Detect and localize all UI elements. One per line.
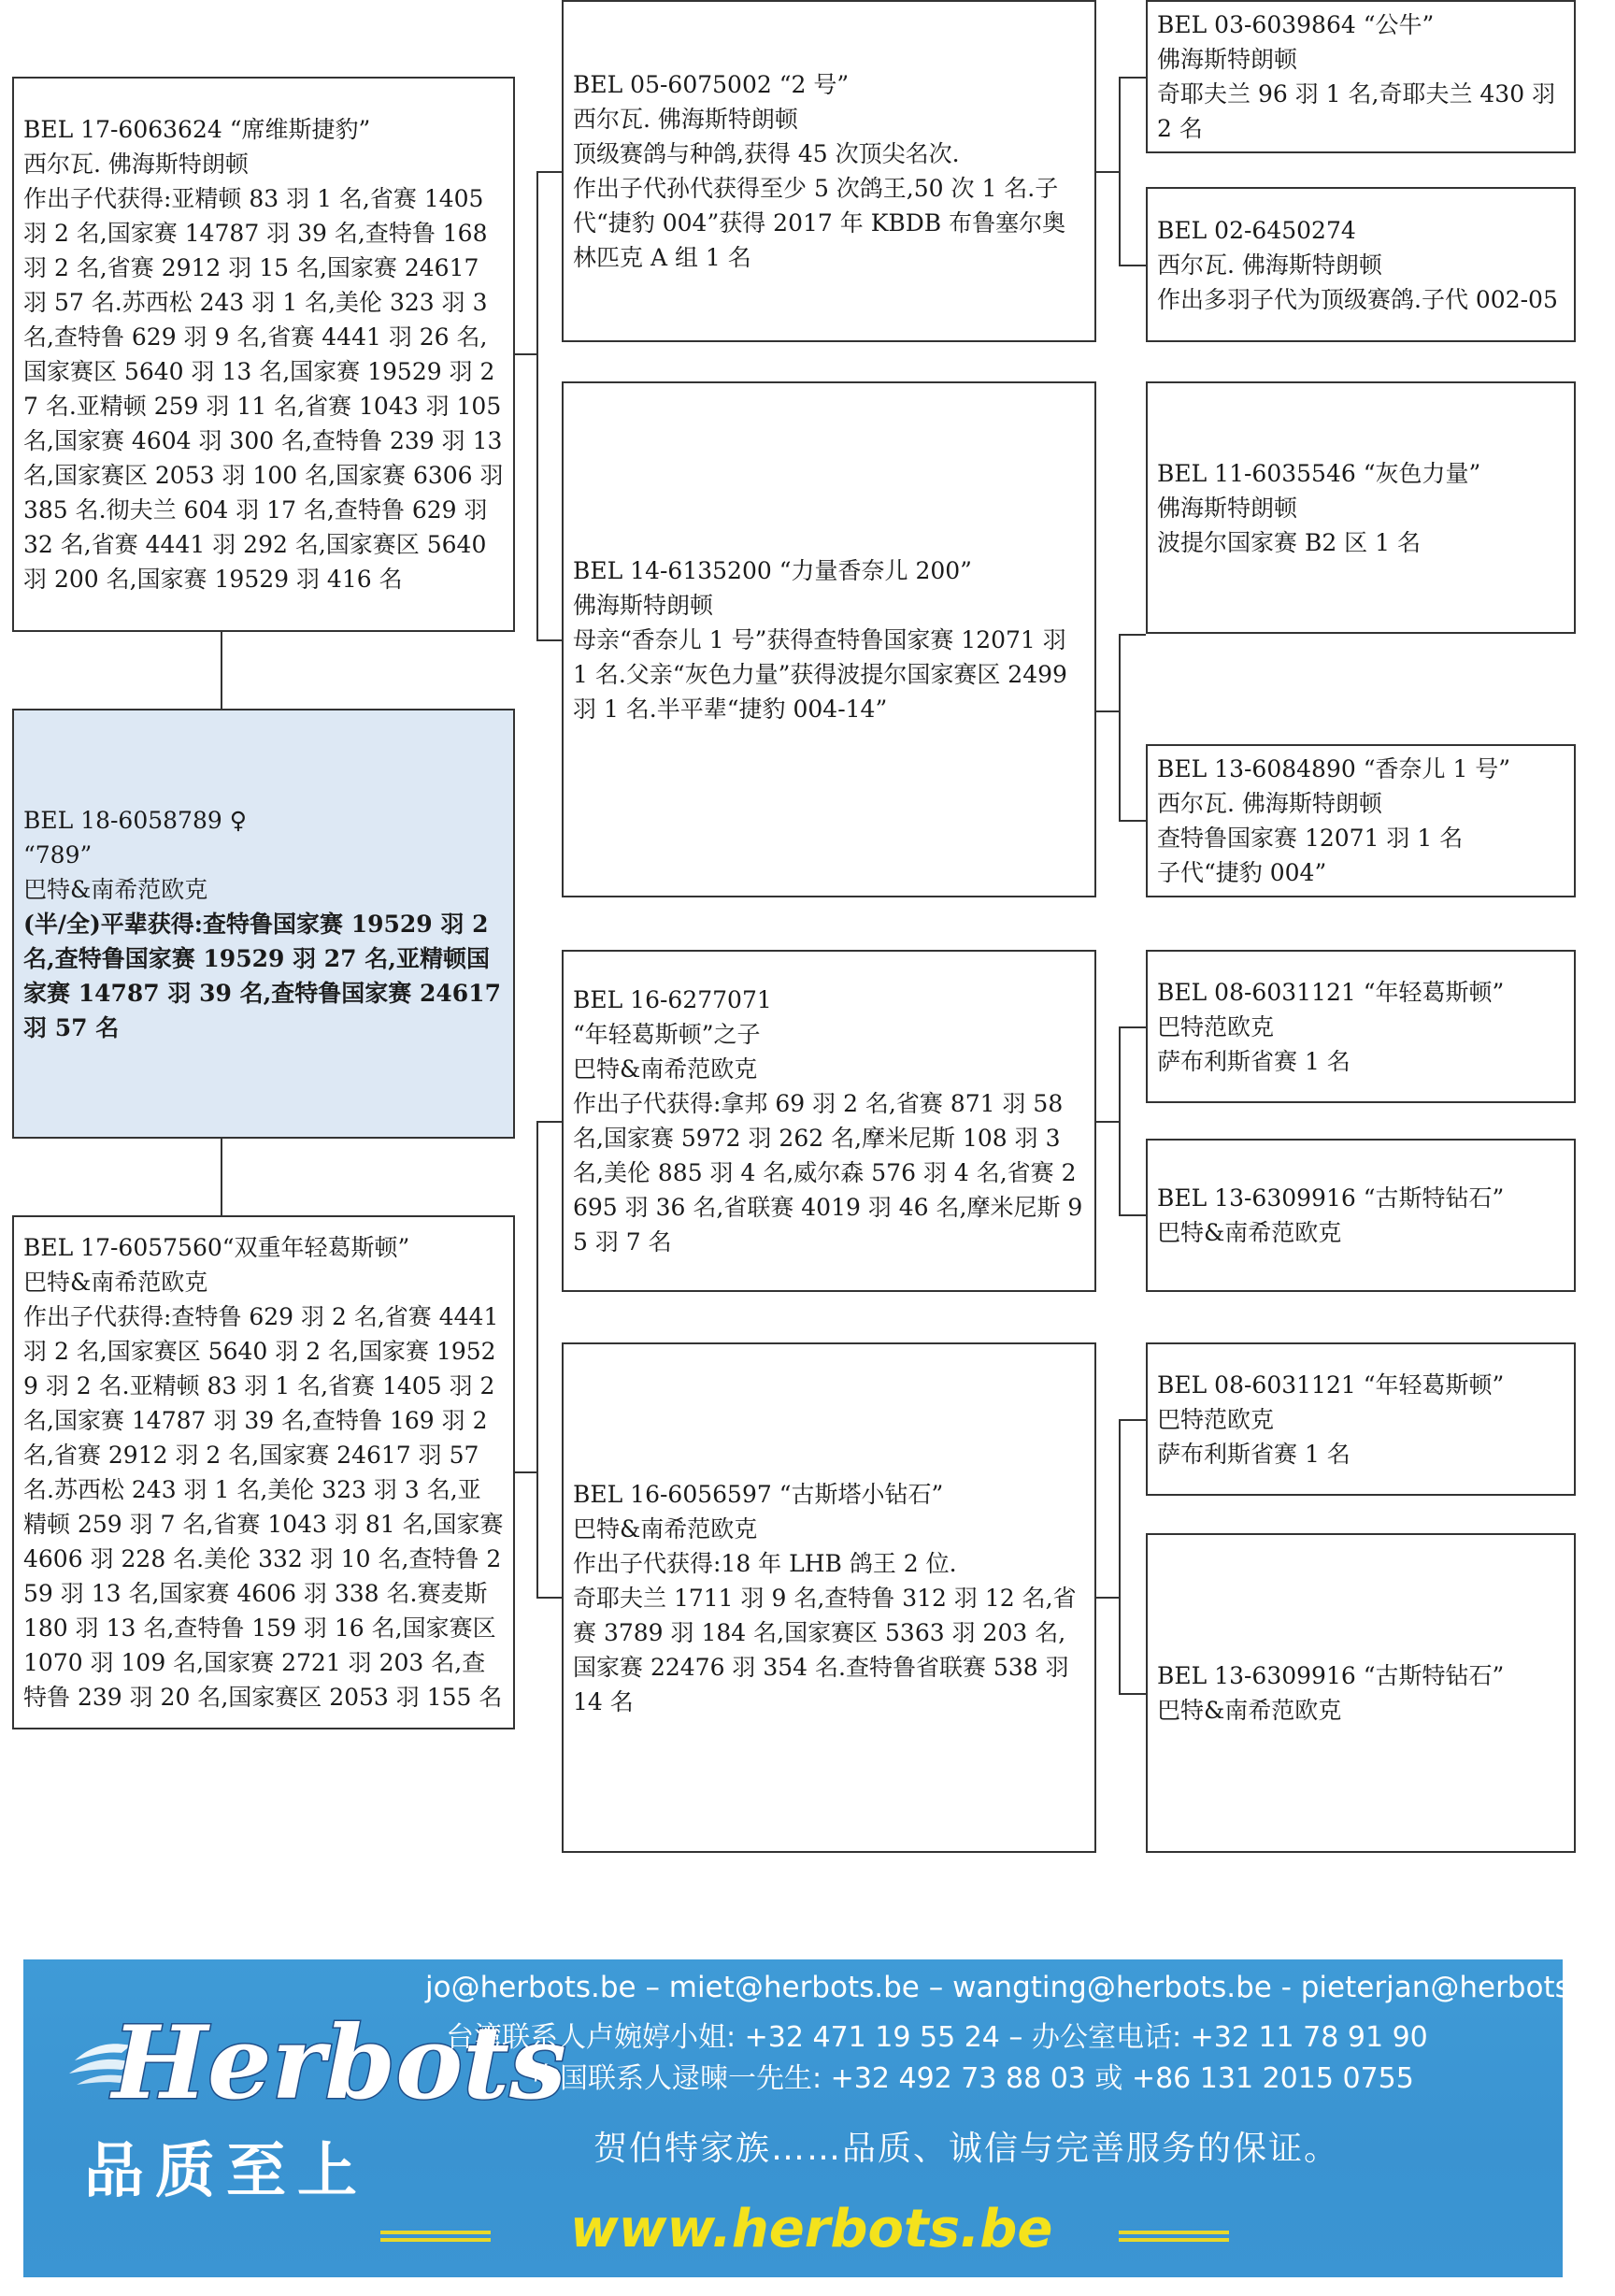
- connector-ss-top: [1119, 77, 1146, 79]
- footer-banner: [23, 1959, 1615, 2277]
- card-line: 佛海斯特朗顿: [573, 591, 714, 619]
- ssd-card: [1146, 187, 1576, 342]
- connector-ds-bot: [1119, 1214, 1146, 1216]
- sire-sire-card: [562, 0, 1096, 342]
- card-line: BEL 08-6031121 “年轻葛斯顿”: [1157, 1370, 1505, 1399]
- card-line: 巴特范欧克: [1157, 1405, 1275, 1433]
- dam-dam-card: [562, 1342, 1096, 1853]
- connector-sd-h: [1096, 710, 1120, 712]
- connector-ss-bot: [1119, 265, 1146, 266]
- connector-dam-bot: [536, 1597, 562, 1599]
- card-line: 巴特&南希范欧克: [573, 1055, 758, 1083]
- card-line: 巴特&南希范欧克: [1157, 1697, 1342, 1724]
- logo-text: Herbots: [112, 2004, 566, 2122]
- card-line: 作出多羽子代为顶级赛鸽.子代 002-05: [1157, 285, 1558, 313]
- card-line: 巴特&南希范欧克: [1157, 1219, 1342, 1246]
- card-line: “789”: [23, 840, 93, 868]
- sds-card: [1146, 381, 1576, 634]
- card-line: BEL 13-6309916 “古斯特钻石”: [1157, 1184, 1505, 1212]
- connector-ds-h: [1096, 1121, 1120, 1123]
- card-line: 萨布利斯省赛 1 名: [1157, 1047, 1351, 1075]
- dss-card: [1146, 950, 1576, 1103]
- sss-card: [1146, 0, 1576, 153]
- connector-subject-dam: [221, 1139, 222, 1215]
- card-line: BEL 14-6135200 “力量香奈儿 200”: [573, 556, 972, 584]
- connector-dd-v: [1119, 1419, 1121, 1694]
- subject-card: [12, 709, 515, 1139]
- card-line: BEL 05-6075002 “2 号”: [573, 71, 850, 98]
- card-line: 作出子代获得:18 年 LHB 鸽王 2 位.: [573, 1549, 957, 1577]
- taiwan-contact: 台湾联系人卢婉婷小姐: +32 471 19 55 24 – 办公室电话: +32 11 78 91 90: [446, 2021, 1428, 2054]
- right-deco-bar-2: [1119, 2238, 1229, 2242]
- card-line: 作出子代获得:亚精顿 83 羽 1 名,省赛 1405 羽 2 名,国家赛 14787 羽 39 名,查特鲁 168 羽 2 名,省赛 2912 羽 15 名,国家赛 24617 羽 57 名.苏西松 243 羽 1 名,美伦 323 羽 3 名,查特鲁 629 羽 9 名,省赛 4441 羽 26 名,国家赛区 5640 羽 13 名,国家赛 19529 羽 27 名.亚精顿 259 羽 11 名,省赛 1043 羽 105 名,国家赛 4604 羽 300 名,查特鲁 239 羽 13 名,国家赛区 2053 羽 100 名,国家赛 6306 羽 385 名.彻夫兰 604 羽 17 名,查特鲁 629 羽 32 名,省赛 4441 羽 292 名,国家赛区 5640 羽 200 名,国家赛 19529 羽 416 名: [23, 185, 511, 593]
- card-line: 萨布利斯省赛 1 名: [1157, 1440, 1351, 1468]
- connector-sire-h: [515, 353, 537, 355]
- ddd-card: [1146, 1533, 1576, 1853]
- card-line: 奇耶夫兰 96 羽 1 名,奇耶夫兰 430 羽 2 名: [1157, 80, 1564, 142]
- card-line: BEL 17-6063624 “席维斯捷豹”: [23, 116, 371, 143]
- card-line: 巴特&南希范欧克: [23, 875, 208, 903]
- connector-sd-top: [1119, 634, 1146, 636]
- card-line: BEL 18-6058789 ♀: [23, 806, 247, 834]
- left-deco-bar-2: [380, 2238, 491, 2242]
- connector-sd-bot: [1119, 820, 1146, 822]
- sdd-card: [1146, 744, 1576, 897]
- card-line: 作出子代孙代获得至少 5 次鸽王,50 次 1 名.子代“捷豹 004”获得 2017 年 KBDB 布鲁塞尔奥林匹克 A 组 1 名: [573, 175, 1066, 271]
- card-line: 子代“捷豹 004”: [1157, 859, 1327, 886]
- connector-sire-v: [536, 171, 538, 640]
- card-line: 奇耶夫兰 1711 羽 9 名,查特鲁 312 羽 12 名,省赛 3789 羽 184 名,国家赛区 5363 羽 203 名,国家赛 22476 羽 354 名.查特鲁省联赛 538 羽 14 名: [573, 1584, 1077, 1715]
- card-line: 查特鲁国家赛 12071 羽 1 名: [1157, 825, 1464, 852]
- connector-ds-v: [1119, 1026, 1121, 1215]
- card-line: 作出子代获得:查特鲁 629 羽 2 名,省赛 4441 羽 2 名,国家赛区 5640 羽 2 名,国家赛 19529 羽 2 名.亚精顿 83 羽 1 名,省赛 1405 羽 2 名,国家赛 14787 羽 39 名,查特鲁 169 羽 2 名,省赛 2912 羽 2 名,国家赛 24617 羽 57 名.苏西松 243 羽 1 名,美伦 323 羽 3 名,亚精顿 259 羽 7 名,省赛 1043 羽 81 名,国家赛 4606 羽 228 名.美伦 332 羽 10 名,查特鲁 259 羽 13 名,国家赛 4606 羽 338 名.赛麦斯 180 羽 13 名,查特鲁 159 羽 16 名,国家赛区 1070 羽 109 名,国家赛 2721 羽 203 名,查特鲁 239 羽 20 名,国家赛区 2053 羽 155 名: [23, 1303, 511, 1711]
- card-line: BEL 08-6031121 “年轻葛斯顿”: [1157, 978, 1505, 1006]
- card-line: 西尔瓦. 佛海斯特朗顿: [23, 151, 249, 178]
- website-link[interactable]: www.herbots.be: [570, 2199, 1053, 2260]
- card-line: BEL 03-6039864 “公牛”: [1157, 11, 1435, 38]
- card-line: 佛海斯特朗顿: [1157, 46, 1298, 73]
- card-line: BEL 16-6277071: [573, 986, 772, 1013]
- connector-dd-h: [1096, 1597, 1120, 1599]
- connector-sire-top: [536, 171, 562, 173]
- connector-sire-subject: [221, 632, 222, 709]
- connector-dam-h: [515, 1471, 537, 1473]
- card-line: 母亲“香奈儿 1 号”获得查特鲁国家赛 12071 羽 1 名.父亲“灰色力量”获得波提尔国家赛区 2499 羽 1 名.半平辈“捷豹 004-14”: [573, 625, 1075, 723]
- card-line: BEL 11-6035546 “灰色力量”: [1157, 459, 1481, 487]
- connector-sire-bot: [536, 639, 562, 641]
- card-line: (半/全)平辈获得:查特鲁国家赛 19529 羽 2 名,查特鲁国家赛 19529 羽 27 名,亚精顿国家赛 14787 羽 39 名,查特鲁国家赛 24617 羽 57 名: [23, 910, 509, 1041]
- card-line: 波提尔国家赛 B2 区 1 名: [1157, 528, 1421, 556]
- card-line: BEL 02-6450274: [1157, 216, 1356, 244]
- card-line: 顶级赛鸽与种鸽,获得 45 次顶尖名次.: [573, 140, 960, 167]
- card-line: “年轻葛斯顿”之子: [573, 1021, 761, 1048]
- slogan: 品质至上: [84, 2137, 368, 2206]
- card-line: BEL 16-6056597 “古斯塔小钻石”: [573, 1480, 944, 1508]
- card-line: 巴特&南希范欧克: [573, 1514, 758, 1543]
- connector-dam-v: [536, 1121, 538, 1598]
- connector-dd-bot: [1119, 1693, 1146, 1695]
- right-deco-bar: [1119, 2231, 1229, 2234]
- card-line: 西尔瓦. 佛海斯特朗顿: [1157, 251, 1382, 279]
- sire-dam-card: [562, 381, 1096, 897]
- left-deco-bar: [380, 2231, 491, 2234]
- card-line: BEL 17-6057560“双重年轻葛斯顿”: [23, 1234, 410, 1261]
- connector-ds-top: [1119, 1026, 1146, 1028]
- card-line: 巴特&南希范欧克: [23, 1269, 208, 1296]
- china-contact: 中国联系人逯暕一先生: +32 492 73 88 03 或 +86 131 2015 0755: [532, 2062, 1414, 2095]
- card-line: 西尔瓦. 佛海斯特朗顿: [573, 106, 798, 133]
- dam-card: [12, 1215, 515, 1729]
- dds-card: [1146, 1342, 1576, 1496]
- connector-sd-v: [1119, 634, 1121, 821]
- sire-card: [12, 77, 515, 632]
- card-line: BEL 13-6309916 “古斯特钻石”: [1157, 1662, 1505, 1689]
- connector-ss-v: [1119, 77, 1121, 265]
- card-line: 作出子代获得:拿邦 69 羽 2 名,省赛 871 羽 58 名,国家赛 5972 羽 262 名,摩米尼斯 108 羽 3 名,美伦 885 羽 4 名,威尔森 576 羽 4 名,省赛 2695 羽 36 名,省联赛 4019 羽 46 名,摩米尼斯 95 羽 7 名: [573, 1090, 1083, 1256]
- dsd-card: [1146, 1139, 1576, 1292]
- connector-dam-top: [536, 1121, 562, 1123]
- connector-ss-h: [1096, 171, 1120, 173]
- herbots-logo: [56, 1987, 566, 2128]
- card-line: BEL 13-6084890 “香奈儿 1 号”: [1157, 755, 1511, 782]
- email-line[interactable]: jo@herbots.be – miet@herbots.be – wangting@herbots.be - pieterjan@herbots.be: [425, 1971, 1615, 2004]
- card-line: 佛海斯特朗顿: [1157, 494, 1298, 522]
- connector-dd-top: [1119, 1419, 1146, 1421]
- tagline: 贺伯特家族……品质、诚信与完善服务的保证。: [593, 2130, 1340, 2168]
- card-line: 巴特范欧克: [1157, 1012, 1275, 1040]
- dam-sire-card: [562, 950, 1096, 1292]
- card-line: 西尔瓦. 佛海斯特朗顿: [1157, 790, 1382, 817]
